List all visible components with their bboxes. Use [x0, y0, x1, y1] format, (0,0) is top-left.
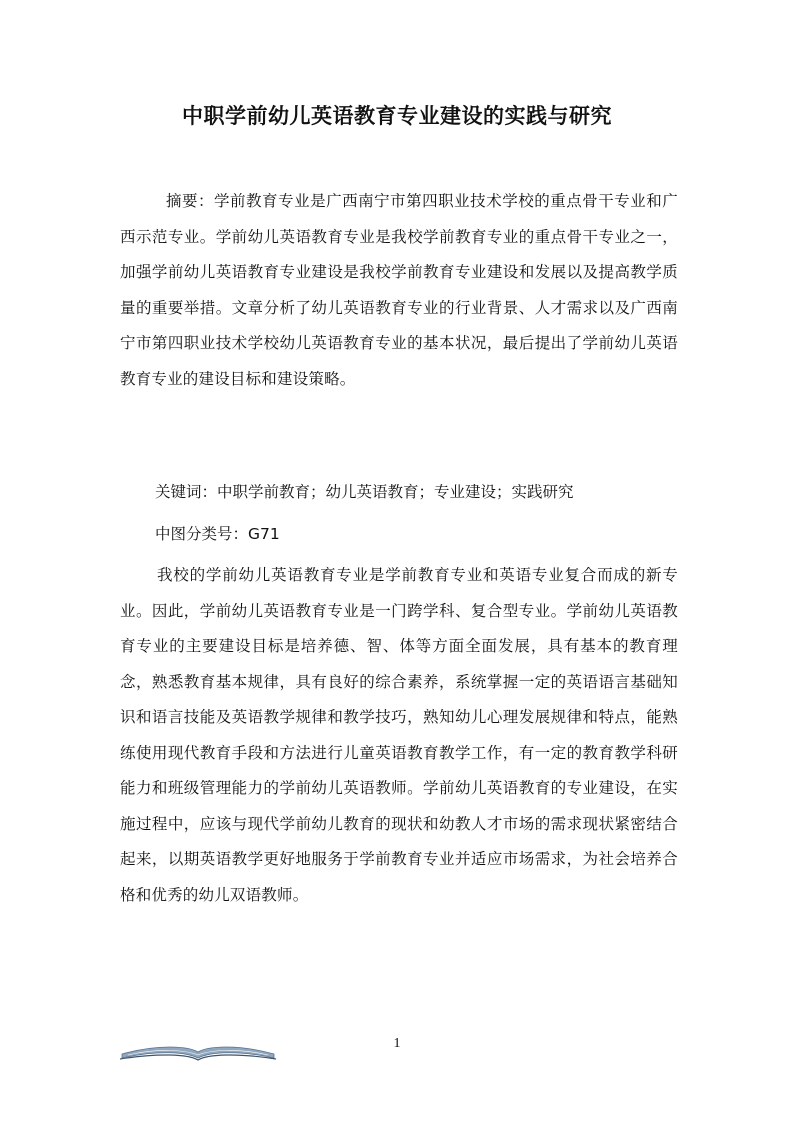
body-paragraph: 我校的学前幼儿英语教育专业是学前教育专业和英语专业复合而成的新专业。因此，学前幼儿英语教育专业是一门跨学科、复合型专业。学前幼儿英语教育专业的主要建设目标是培养德、智、体等方面全面发展，具有基本的教育理念，熟悉教育基本规律，具有良好的综合素养，系统掌握一定的英语语言基础知识和语言技能及英语教学规律和教学技巧，熟知幼儿心理发展规律和特点，能熟练使用现代教育手段和方法进行儿童英语教育教学工作，有一定的教育教学科研能力和班级管理能力的学前幼儿英语教师。学前幼儿英语教育的专业建设，在实施过程中，应该与现代学前幼儿教育的现状和幼教人才市场的需求现状紧密结合起来，以期英语教学更好地服务于学前教育专业并适应市场需求，为社会培养合格和优秀的幼儿双语教师。 — [120, 566, 678, 904]
classification-number: 中图分类号：G71 — [155, 525, 280, 543]
keywords-line: 关键词：中职学前教育；幼儿英语教育；专业建设；实践研究 — [155, 483, 574, 501]
abstract-paragraph: 摘要：学前教育专业是广西南宁市第四职业技术学校的重点骨干专业和广西示范专业。学前幼儿英语教育专业是我校学前教育专业的重点骨干专业之一，加强学前幼儿英语教育专业建设是我校学前教育专业建设和发展以及提高教学质量的重要举措。文章分析了幼儿英语教育专业的行业背景、人才需求以及广西南宁市第四职业技术学校幼儿英语教育专业的基本状况，最后提出了学前幼儿英语教育专业的建设目标和建设策略。 — [120, 192, 678, 388]
document-title: 中职学前幼儿英语教育专业建设的实践与研究 — [182, 104, 612, 128]
page-number: 1 — [393, 1036, 401, 1051]
